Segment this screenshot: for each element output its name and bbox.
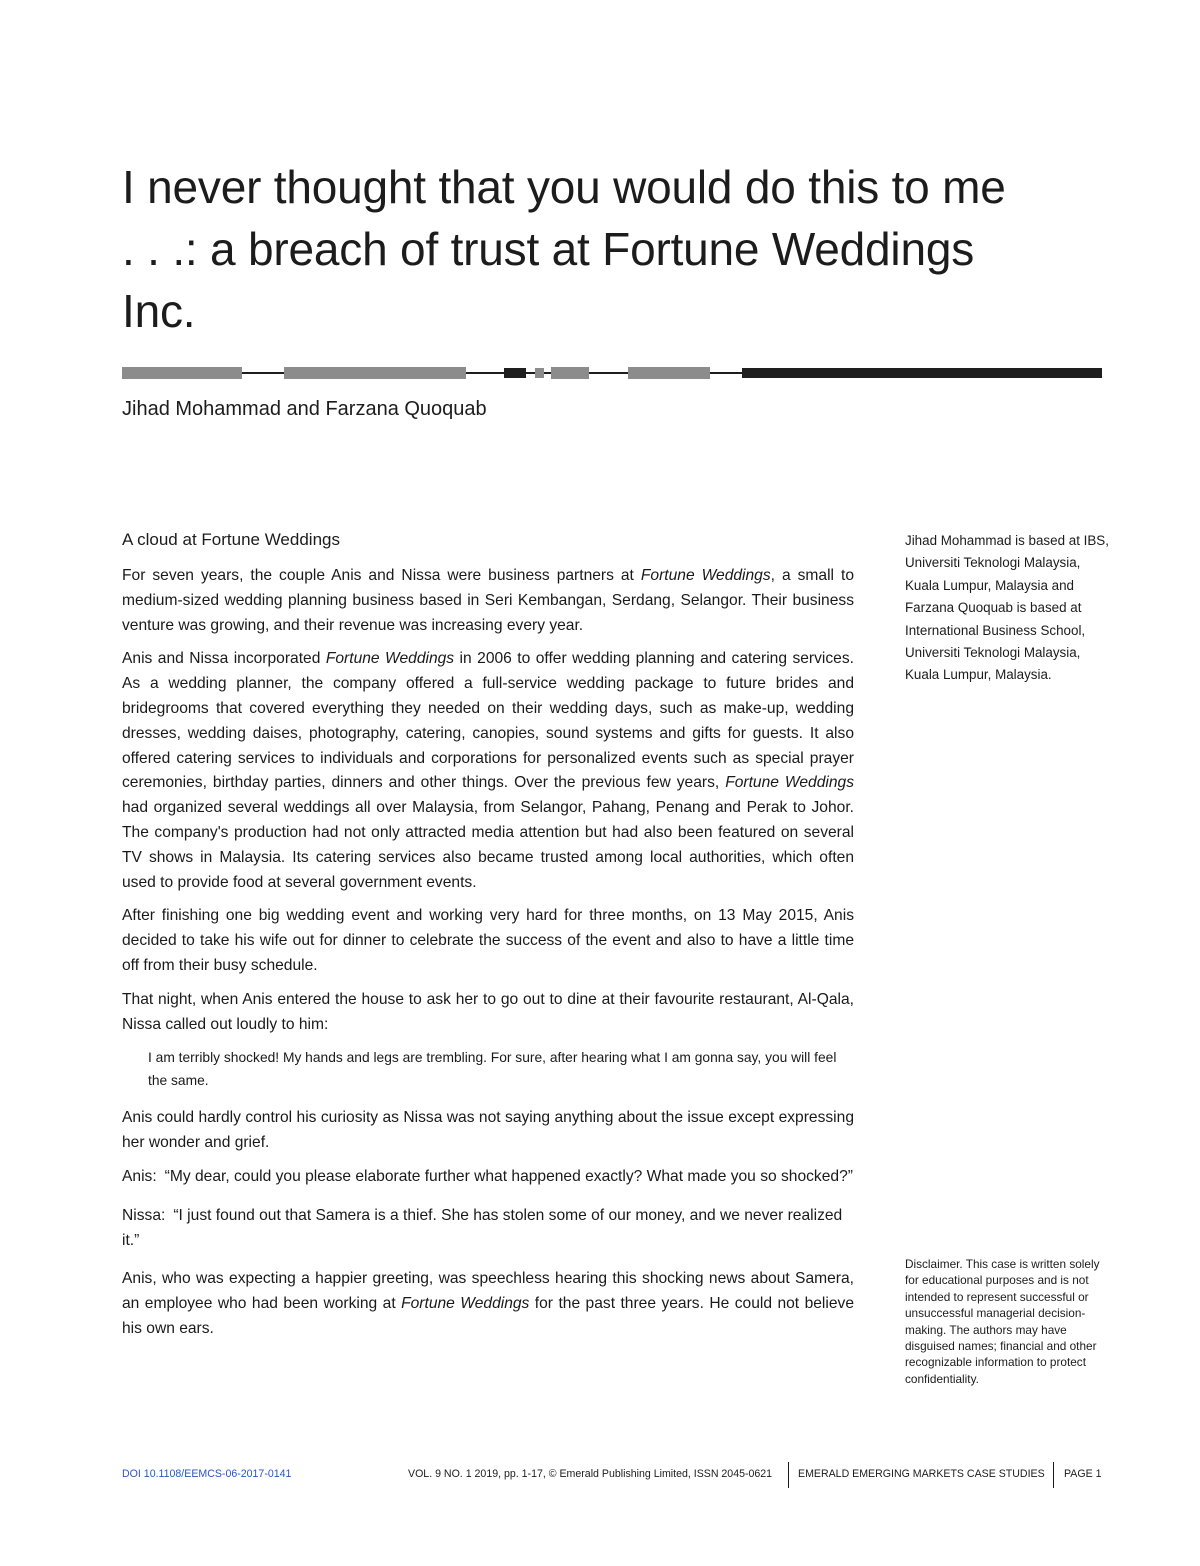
speaker-label: Anis: bbox=[122, 1167, 157, 1185]
dialogue-anis bbox=[122, 1165, 854, 1190]
p1-text-a: For seven years, the couple Anis and Nissa were business partners at bbox=[122, 567, 641, 584]
paragraph-3: After finishing one big wedding event and working very hard for three months, on 13 May 2015, Anis decided to take his wife out for dinner to celebrate the success of the event and also to have a little time off from their busy schedule. bbox=[122, 907, 854, 974]
dialogue-nissa bbox=[122, 1204, 854, 1254]
article-title: I never thought that you would do this to me . . .: a breach of trust at Fortune Weddings Inc. bbox=[122, 161, 1006, 337]
doi bbox=[122, 1468, 291, 1480]
decorative-rule bbox=[122, 366, 1102, 380]
paragraph-1 bbox=[122, 564, 854, 638]
journal-name: EMERALD EMERGING MARKETS CASE STUDIES bbox=[798, 1468, 1045, 1480]
page-number: PAGE 1 bbox=[1064, 1468, 1102, 1480]
footer-divider bbox=[788, 1462, 789, 1488]
doi-link[interactable]: 10.1108/EEMCS-06-2017-0141 bbox=[143, 1468, 292, 1480]
company-name-italic: Fortune Weddings bbox=[401, 1295, 530, 1313]
p6-text-b: for the past three years. He could not believe his own ears. bbox=[122, 1295, 854, 1337]
paragraph-6 bbox=[122, 1267, 854, 1341]
author-affiliation: Jihad Mohammad is based at IBS, Universiti Teknologi Malaysia, Kuala Lumpur, Malaysia and Farzana Quoquab is based at International Business School, Universiti Teknologi Malaysia, Kuala Lumpur, Malaysia. bbox=[905, 533, 1109, 683]
citation-info: VOL. 9 NO. 1 2019, pp. 1-17, © Emerald Publishing Limited, ISSN 2045-0621 bbox=[408, 1468, 773, 1480]
paragraph-2 bbox=[122, 647, 854, 895]
p2-text-a: Anis and Nissa incorporated bbox=[122, 650, 326, 668]
p1-text-b: , a small to medium-sized wedding planning business based in Seri Kembangan, Serdang, Selangor. Their business venture was growing, and their revenue was increasing every year. bbox=[122, 567, 854, 634]
dialogue-text: “My dear, could you please elaborate further what happened exactly? What made you so shocked?” bbox=[164, 1167, 853, 1185]
paragraph-5: Anis could hardly control his curiosity as Nissa was not saying anything about the issue except expressing her wonder and grief. bbox=[122, 1109, 854, 1152]
p2-text-b: in 2006 to offer wedding planning and catering services. As a wedding planner, the company offered a full-service wedding package to future brides and bridegrooms that covered everything they needed on their wedding days, such as make-up, wedding dresses, wedding daises, photography, catering, canopies, sound systems and gifts for guests. It also offered catering services to individuals and corporations for personalized events such as special prayer ceremonies, birthday parties, dinners and other things. Over the previous few years, bbox=[122, 650, 854, 792]
p6-text-a: Anis, who was expecting a happier greeting, was speechless hearing this shocking news about Samera, an employee who had been working at bbox=[122, 1270, 854, 1313]
doi-label: DOI bbox=[122, 1468, 141, 1480]
paragraph-4: That night, when Anis entered the house to ask her to go out to dine at their favourite restaurant, Al-Qala, Nissa called out loudly to him: bbox=[122, 990, 854, 1033]
company-name-italic: Fortune Weddings bbox=[725, 774, 854, 792]
author-list: Jihad Mohammad and Farzana Quoquab bbox=[122, 398, 487, 420]
company-name-italic: Fortune Weddings bbox=[640, 567, 771, 584]
footer-divider bbox=[1053, 1462, 1054, 1488]
article-body bbox=[122, 530, 854, 1351]
section-heading: A cloud at Fortune Weddings bbox=[122, 530, 340, 549]
company-name-italic: Fortune Weddings bbox=[325, 650, 455, 668]
page-footer bbox=[122, 1462, 1102, 1488]
disclaimer: Disclaimer. This case is written solely for educational purposes and is not intended to represent successful or unsuccessful managerial decision-making. The authors may have disguised names; financial and other recognizable information to protect confidentiality. bbox=[905, 1257, 1100, 1386]
speaker-label: Nissa: bbox=[122, 1206, 166, 1224]
dialogue-text: “I just found out that Samera is a thief. She has stolen some of our money, and we never realized it.” bbox=[122, 1206, 843, 1249]
p2-text-c: had organized several weddings all over Malaysia, from Selangor, Pahang, Penang and Perak to Johor. The company's production had not only attracted media attention but had also been featured on several TV shows in Malaysia. Its catering services also became trusted among local authorities, which often used to provide food at several government events. bbox=[122, 799, 854, 891]
block-quote: I am terribly shocked! My hands and legs are trembling. For sure, after hearing what I am gonna say, you will feel the same. bbox=[148, 1050, 837, 1089]
